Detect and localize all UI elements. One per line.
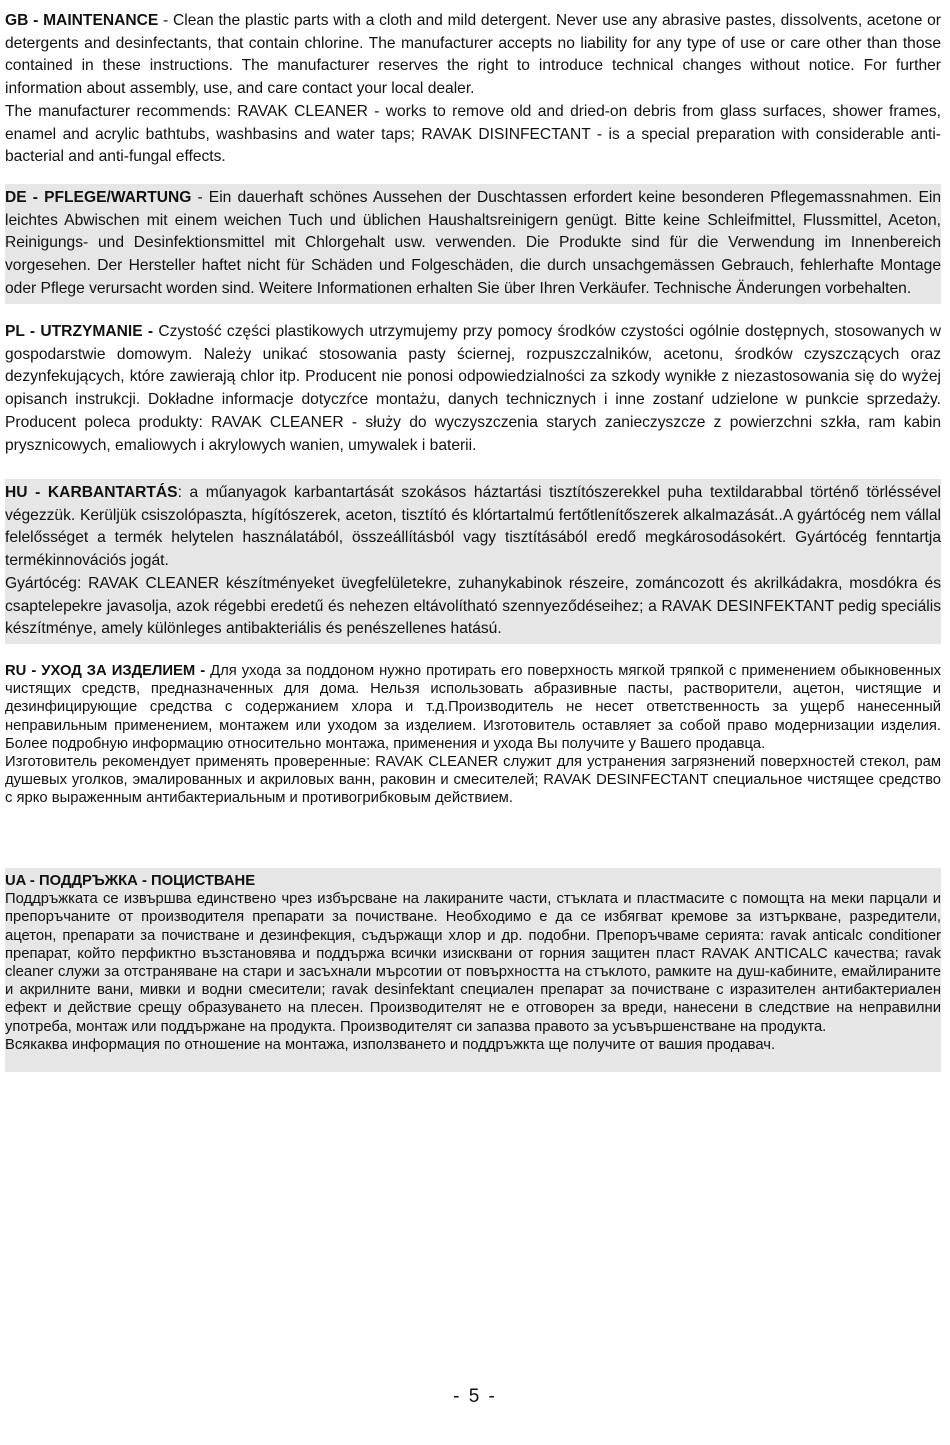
pl-paragraph-1 — [5, 321, 941, 457]
hu-paragraph-1 — [5, 482, 941, 573]
pl-heading: PL - UTRZYMANIE - — [5, 323, 154, 340]
de-heading: DE - PFLEGE/WARTUNG — [5, 189, 192, 206]
section-ua-poddrazhka — [5, 868, 941, 1072]
hu-text-1: : a műanyagok karbantartását szokásos háztartási tisztítószerekkel puha textildarabbal történő törléssével végezzük. Kerüljük csiszolópaszta, hígítószerek, aceton, tisztító és klórtartalmú fertőtlenítőszerek alkalmazását..A gyártócég nem vállal felelősséget a termék helytelen használatából, összeállításból vagy tisztításából eredő megkárosodásokért. Gyártócég fenntartja termékinnovációs jogát. — [5, 484, 941, 570]
gb-paragraph-1 — [5, 10, 941, 101]
gb-text-1: - Clean the plastic parts with a cloth and mild detergent. Never use any abrasive pastes, dissolvents, acetone or detergents and desinfectants, that contain chlorine. The manufacturer accepts no liability for any type of use or care other than those contained in these instructions. The manufacturer reserves the right to introduce technical changes without notice. For further information about assembly, use, and care contact your local dealer. — [5, 12, 941, 98]
section-gb-maintenance — [5, 10, 941, 169]
de-paragraph-1 — [5, 187, 941, 301]
ru-paragraph-1 — [5, 662, 941, 753]
ua-paragraph-1: Поддръжката се извършва единствено чрез избърсване на лакираните части, стъклата и пластмасите с помощта на меки парцали и препоръчаните от производителя препарати за почистване. Необходимо е да се избягват кремове за изтъркване, разредители, ацетон, препарати за почистване и дезинфекция, съдържащи хлор и др. подобни. Препоръчваме серията: ravak anticalc conditioner препарат, който перфиктно възстановява и поддържа всички изисквани от горния защитен пласт RAVAK ANTICALC качества; ravak cleaner служи за отстраняване на стари и засъхнали мърсотии от повърхността на стъклото, рамките на душ-кабините, емайлираните и акрилните вани, мивки и водни смесители; ravak desinfektant специален препарат за почистване с изразителен антибактериален ефект и действие срещу образуването на плесен. Производителят не е отговорен за вреди, нанесени в следствие на неправилни употреба, монтаж или поддържане на продукта. Производителят си запазва правото за усъвършенстване на продукта. — [5, 891, 941, 1035]
section-de-pflege — [5, 184, 941, 304]
section-hu-karbantartas — [5, 479, 941, 644]
hu-heading: HU - KARBANTARTÁS — [5, 484, 178, 501]
hu-paragraph-2: Gyártócég: RAVAK CLEANER készítményeket üvegfelületekre, zuhanykabinok részeire, zománcozott és akrilkádakra, mosdókra és csaptelepekre javasolja, azok régebbi eredetű és nehezen eltávolítható szennyeződéseihez; a RAVAK DESINFEKTANT pedig speciális készítménye, amely különleges antibakteriális és penészellenes hatású. — [5, 574, 941, 638]
ru-text-1: Для ухода за поддоном нужно протирать его поверхность мягкой тряпкой с применением обыкновенных чистящих средств, предназначенных для дома. Нельзя использовать абразивные пасты, растворители, ацетон, чистящие и дезинфицирующие средства с содержанием хлора и т.д.Производитель не несет ответственность за ущерб нанесенный неправильным применением, монтажем или уходом за изделием. Изготовитель оставляет за собой право модернизации изделия. Более подробную информацию относительно монтажа, применения и ухода Вы получите у Вашего продавца. — [5, 663, 941, 752]
ru-paragraph-2: Изготовитель рекомендует применять проверенные: RAVAK CLEANER служит для устранения загрязнений поверхностей стекол, рам душевых уголков, эмалированных и акриловых ванн, раковин и смесителей; RAVAK DESINFECTANT специальное чистящее средство с ярко выраженным антибактериальным и противогрибковым действием. — [5, 754, 941, 807]
page-number: - 5 - — [453, 1386, 497, 1407]
de-text-1: - Ein dauerhaft schönes Aussehen der Duschtassen erfordert keine besonderen Pflegemassnahmen. Ein leichtes Abwischen mit einem weichen Tuch und üblichen Haushaltsreinigern genügt. Bitte keine Schleifmittel, Flussmittel, Aceton, Reinigungs- und Desinfektionsmittel mit Chlorgehalt usw. verwenden. Die Produkte sind für die Verwendung im Innenbereich vorgesehen. Der Hersteller haftet nicht für Schäden und Folgeschäden, die durch unsachgemässen Gebrauch, fehlerhafte Montage oder Pflege verursacht worden sind. Weitere Informationen erhalten Sie über Ihren Verkäufer. Technische Änderungen vorbehalten. — [5, 189, 941, 297]
gb-heading: GB - MAINTENANCE — [5, 12, 159, 29]
ru-heading: RU - УХОД ЗА ИЗДЕЛИЕМ - — [5, 663, 206, 679]
ua-heading: UA - ПОДДРЪЖКА - ПОЦИСТВАНЕ — [5, 873, 256, 889]
gb-paragraph-2: The manufacturer recommends: RAVAK CLEANER - works to remove old and dried-on debris from glass surfaces, shower frames, enamel and acrylic bathtubs, washbasins and water taps; RAVAK DISINFECTANT - is a special preparation with considerable anti-bacterial and anti-fungal effects. — [5, 102, 941, 166]
ua-paragraph-2: Всякаква информация по отношение на монтажа, използването и поддръжкта ще получите от вашия продавач. — [5, 1036, 776, 1053]
section-pl-utrzymanie — [5, 321, 941, 457]
section-ru-uhod — [5, 662, 941, 808]
pl-text-1: Czystość części plastikowych utrzymujemy przy pomocy środków czystości ogólnie dostępnych, stosowanych w gospodarstwie domowym. Należy unikać stosowania pasty ściernej, rozpuszczalników, acetonu, środków czyszczących oraz dezynfekujących, które zawierają chlor itp. Producent nie ponosi odpowiedzialności za szkody wynikłe z niezastosowania się do wyżej opisanch instrukcji. Dokładne informacje dotyczŕce montażu, danych technicznych i inne zostanŕ udzielone w punkcie sprzedaży. Producent poleca produkty: RAVAK CLEANER - służy do wyczyszczenia starych zanieczyszcze z powierzchni szkła, ram kabin prysznicowych, emaliowych i akrylowych wanien, umywalek i baterii. — [5, 323, 942, 454]
